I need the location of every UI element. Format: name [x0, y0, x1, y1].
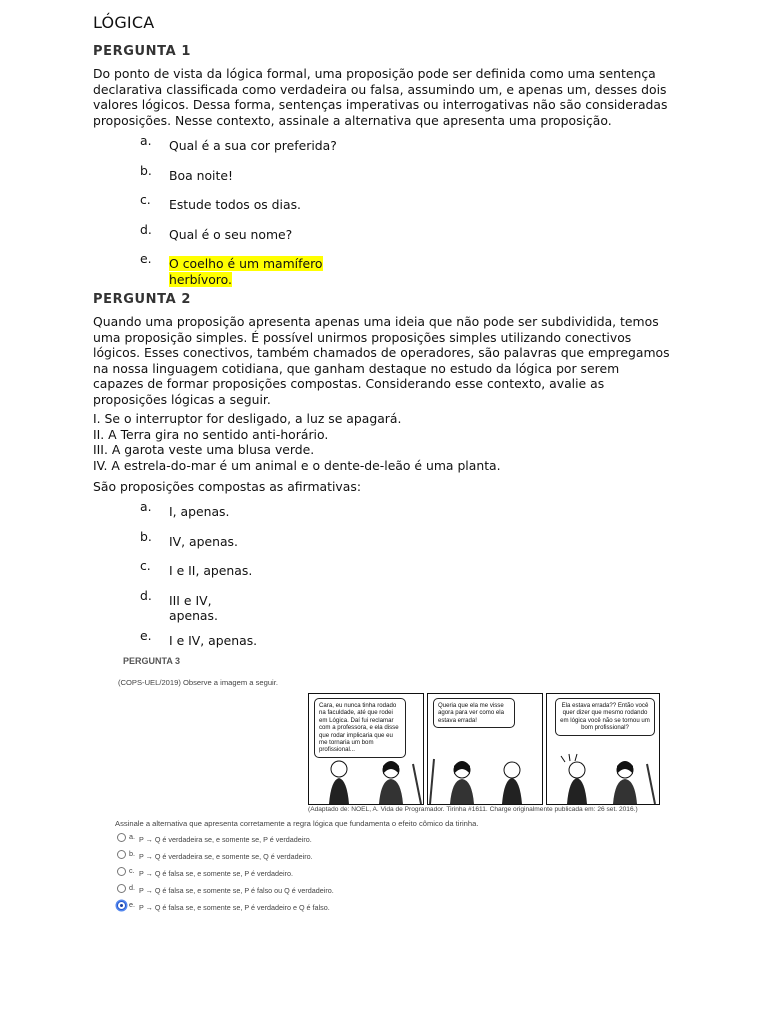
option-letter: b. [140, 528, 152, 544]
option-letter: e. [140, 627, 152, 643]
option-letter: a. [129, 832, 135, 841]
comic-panel-2 [427, 693, 543, 805]
option-text: Qual é o seu nome? [169, 226, 293, 242]
comic-panel-1 [308, 693, 424, 805]
comic-characters-drawing [428, 694, 542, 804]
question-1-options [140, 133, 440, 287]
option-b[interactable] [140, 529, 440, 559]
option-letter: e. [140, 251, 152, 267]
option-text-line-2: apenas. [169, 608, 218, 624]
radio-button[interactable] [117, 867, 126, 876]
option-letter: b. [129, 849, 135, 858]
option-a[interactable] [140, 133, 440, 163]
option-letter: c. [129, 866, 135, 875]
option-text: P → Q é falsa se, e somente se, P é falso ou Q é verdadeiro. [139, 886, 334, 895]
question-3-screenshot [115, 650, 675, 920]
question-1-heading: PERGUNTA 1 [93, 44, 192, 59]
option-letter: b. [140, 162, 152, 178]
option-e-highlighted-answer[interactable] [140, 251, 440, 287]
statement-4: IV. A estrela-do-mar é um animal e o dente-de-leão é uma planta. [93, 458, 501, 473]
option-text: P → Q é falsa se, e somente se, P é verdadeiro. [139, 869, 293, 878]
comic-characters-drawing [547, 694, 659, 804]
option-text: P → Q é falsa se, e somente se, P é verdadeiro e Q é falso. [139, 903, 330, 912]
option-text [169, 593, 218, 624]
comic-caption: (Adaptado de: NOEL, A. Vida de Programador. Tirinha #1611. Charge originalmente publicada em: 26 set. 2016.) [308, 806, 638, 813]
option-letter: d. [129, 883, 135, 892]
statement-1: I. Se o interruptor for desligado, a luz se apagará. [93, 411, 402, 426]
document-title: LÓGICA [93, 13, 155, 32]
comic-panel-3 [546, 693, 660, 805]
statement-2: II. A Terra gira no sentido anti-horário. [93, 427, 329, 442]
option-text-line-1: III e IV, [169, 592, 212, 608]
option-letter: e. [129, 900, 135, 909]
option-text [169, 256, 323, 287]
option-text: Boa noite! [169, 167, 233, 183]
option-text: I e IV, apenas. [169, 632, 258, 648]
question-2-prompt: São proposições compostas as afirmativas: [93, 479, 361, 494]
question-3-source: (COPS-UEL/2019) Observe a imagem a seguir. [118, 678, 278, 687]
radio-button-selected[interactable] [117, 901, 126, 910]
speech-bubble: Queria que ela me visse agora para ver como ela estava errada! [433, 698, 515, 728]
option-text: P → Q é verdadeira se, e somente se, Q é verdadeiro. [139, 852, 313, 861]
option-letter: d. [140, 587, 152, 603]
option-b[interactable] [140, 163, 440, 193]
option-c[interactable] [140, 192, 440, 222]
highlighted-answer-line-2: herbívoro. [169, 271, 232, 287]
option-letter: c. [140, 558, 151, 574]
speech-bubble: Cara, eu nunca tinha rodado na faculdade, até que rodei em Lógica. Daí fui reclamar com a professora, e ela disse que rodar implicaria que eu me tornaria um bom profissional... [314, 698, 406, 758]
comic-strip [308, 693, 660, 805]
option-d[interactable] [140, 222, 440, 252]
option-text: I, apenas. [169, 504, 230, 519]
option-letter: a. [140, 133, 152, 148]
option-letter: a. [140, 499, 152, 514]
option-text: P → Q é verdadeira se, e somente se, P é verdadeiro. [139, 835, 312, 844]
radio-button[interactable] [117, 850, 126, 859]
option-a[interactable] [140, 499, 440, 529]
speech-bubble: Ela estava errada?? Então você quer dizer que mesmo rodando em lógica você não se tornou um bom profissional? [555, 698, 655, 736]
comic-characters-drawing [309, 694, 423, 804]
question-2-options [140, 499, 440, 657]
question-2-heading: PERGUNTA 2 [93, 292, 192, 307]
question-3-prompt: Assinale a alternativa que apresenta corretamente a regra lógica que fundamenta o efeito cômico da tirinha. [115, 819, 479, 828]
radio-button[interactable] [117, 884, 126, 893]
option-letter: c. [140, 192, 151, 208]
option-letter: d. [140, 221, 152, 237]
statement-3: III. A garota veste uma blusa verde. [93, 442, 315, 457]
option-text: IV, apenas. [169, 533, 238, 549]
option-text: Estude todos os dias. [169, 197, 301, 213]
option-text: Qual é a sua cor preferida? [169, 138, 337, 153]
option-c[interactable] [140, 558, 440, 588]
highlighted-answer-line-1: O coelho é um mamífero [169, 256, 323, 272]
option-text: I e II, apenas. [169, 563, 253, 579]
option-d[interactable] [140, 588, 440, 628]
radio-button[interactable] [117, 833, 126, 842]
question-1-text: Do ponto de vista da lógica formal, uma proposição pode ser definida como uma sentença declarativa classificada como verdadeira ou falsa, assumindo um, e apenas um, desses dois valores lógicos. Dessa forma, sentenças imperativas ou interrogativas não são consideradas proposições. Nesse contexto, assinale a alternativa que apresenta uma proposição. [93, 66, 668, 128]
question-3-heading: PERGUNTA 3 [123, 656, 181, 666]
question-2-text: Quando uma proposição apresenta apenas uma ideia que não pode ser subdividida, temos uma proposição simples. É possível unirmos proposições simples utilizando conectivos lógicos. Esses conectivos, também chamados de operadores, são palavras que empregamos na nossa linguagem cotidiana, que ganham destaque no estudo da lógica por serem capazes de formar proposições compostas. Considerando esse contexto, avalie as proposições lógicas a seguir. [93, 314, 670, 407]
